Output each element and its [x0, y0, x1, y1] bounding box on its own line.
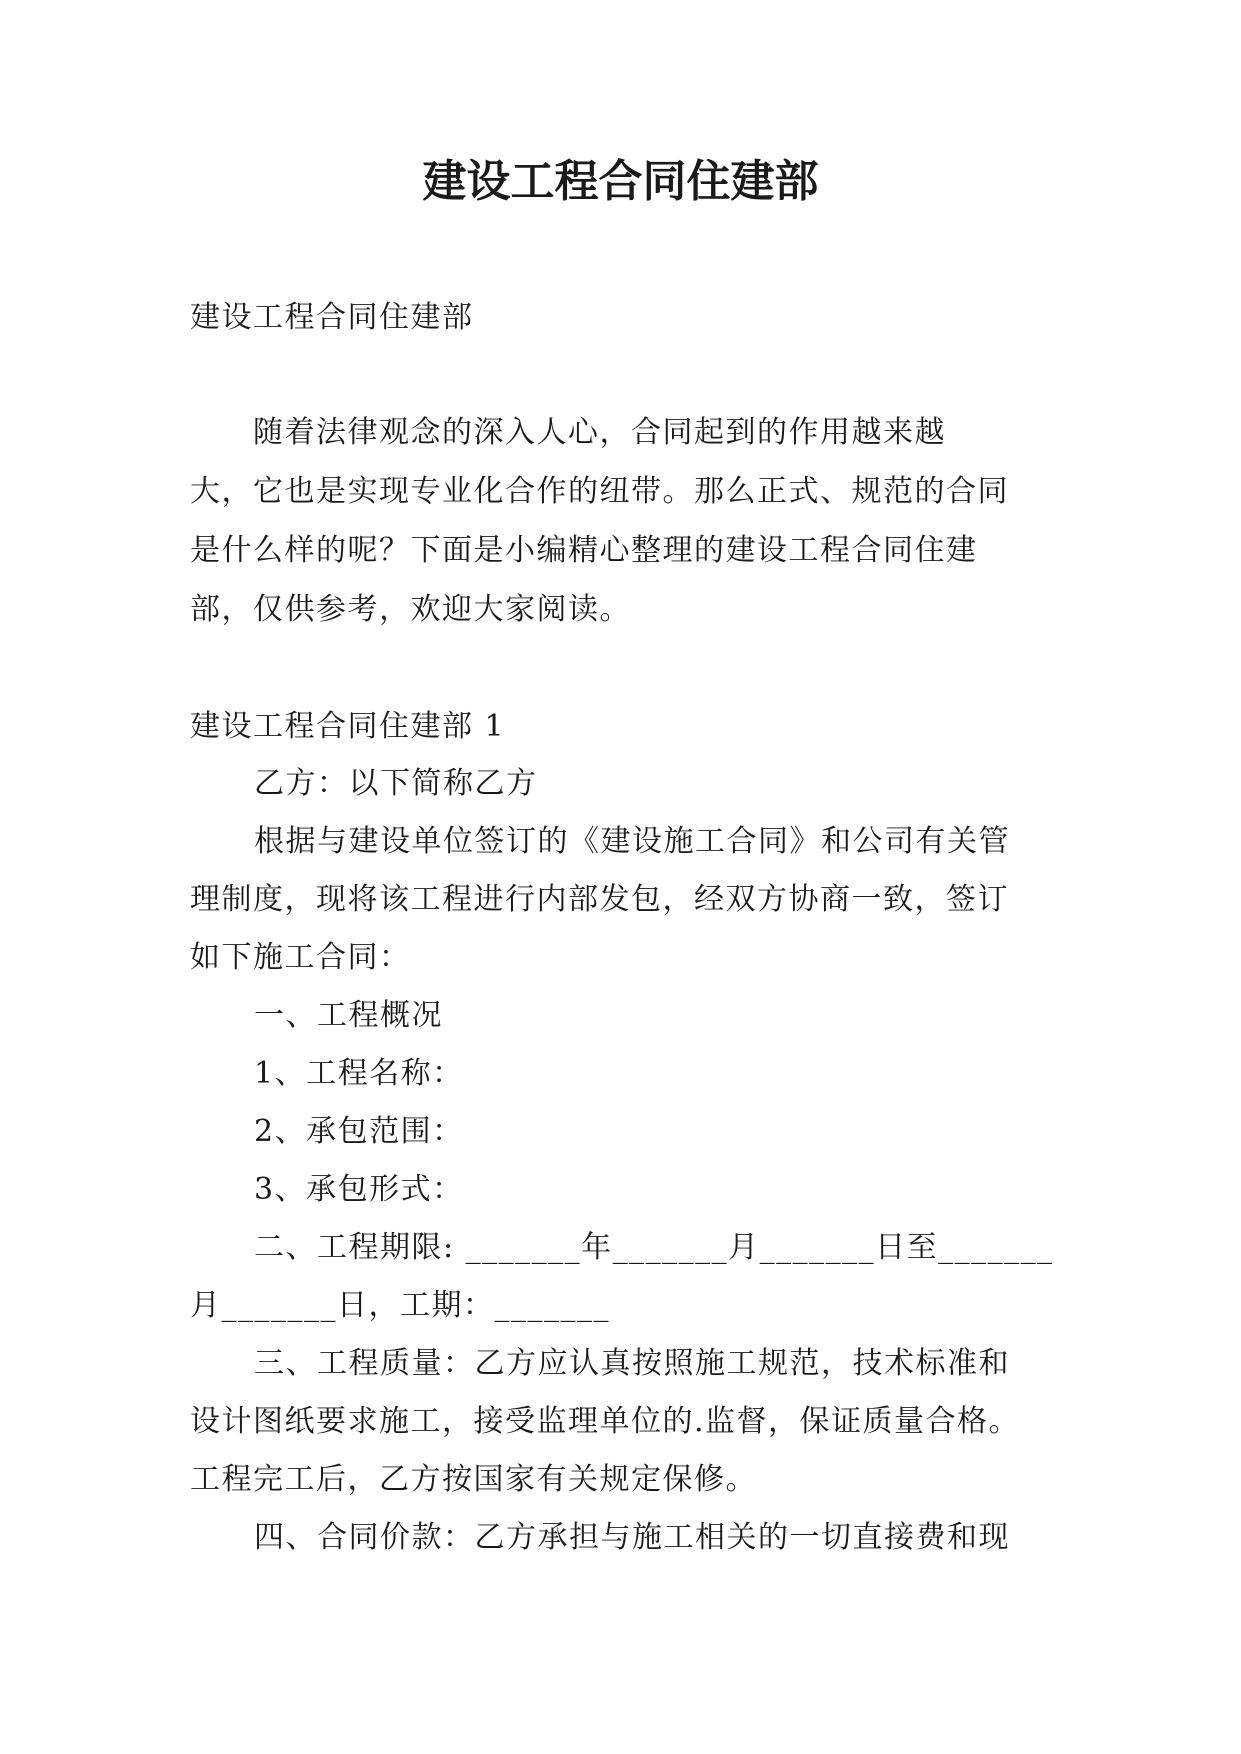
- body-line: 1、工程名称：: [254, 1056, 464, 1091]
- intro-line: 随着法律观念的深入人心，合同起到的作用越来越: [190, 415, 946, 450]
- body-line: 3、承包形式：: [254, 1172, 464, 1207]
- body-line: 乙方：以下简称乙方: [254, 766, 538, 801]
- document-subtitle: 建设工程合同住建部: [190, 300, 474, 335]
- document-title: 建设工程合同住建部: [422, 156, 819, 207]
- intro-line: 是什么样的呢？下面是小编精心整理的建设工程合同住建: [190, 533, 978, 568]
- section-heading: 建设工程合同住建部 1: [190, 709, 506, 744]
- body-line: 设计图纸要求施工，接受监理单位的.监督，保证质量合格。: [190, 1404, 1021, 1439]
- body-line: 根据与建设单位签订的《建设施工合同》和公司有关管: [254, 824, 1010, 859]
- body-line: 一、工程概况: [254, 998, 443, 1033]
- body-line: 2、承包范围：: [254, 1114, 464, 1149]
- intro-line: 部，仅供参考，欢迎大家阅读。: [190, 592, 631, 627]
- body-line: 三、工程质量：乙方应认真按照施工规范，技术标准和: [254, 1346, 1010, 1381]
- body-line: 如下施工合同：: [190, 940, 411, 975]
- body-line: 理制度，现将该工程进行内部发包，经双方协商一致，签订: [190, 882, 1009, 917]
- intro-line: 大，它也是实现专业化合作的纽带。那么正式、规范的合同: [190, 474, 1009, 509]
- body-line: 工程完工后，乙方按国家有关规定保修。: [190, 1462, 757, 1497]
- body-line: 四、合同价款：乙方承担与施工相关的一切直接费和现: [254, 1520, 1010, 1555]
- body-line: 二、工程期限: _______年_______月_______日至_______: [254, 1230, 1054, 1265]
- body-line: 月_______日，工期：_______: [190, 1288, 610, 1323]
